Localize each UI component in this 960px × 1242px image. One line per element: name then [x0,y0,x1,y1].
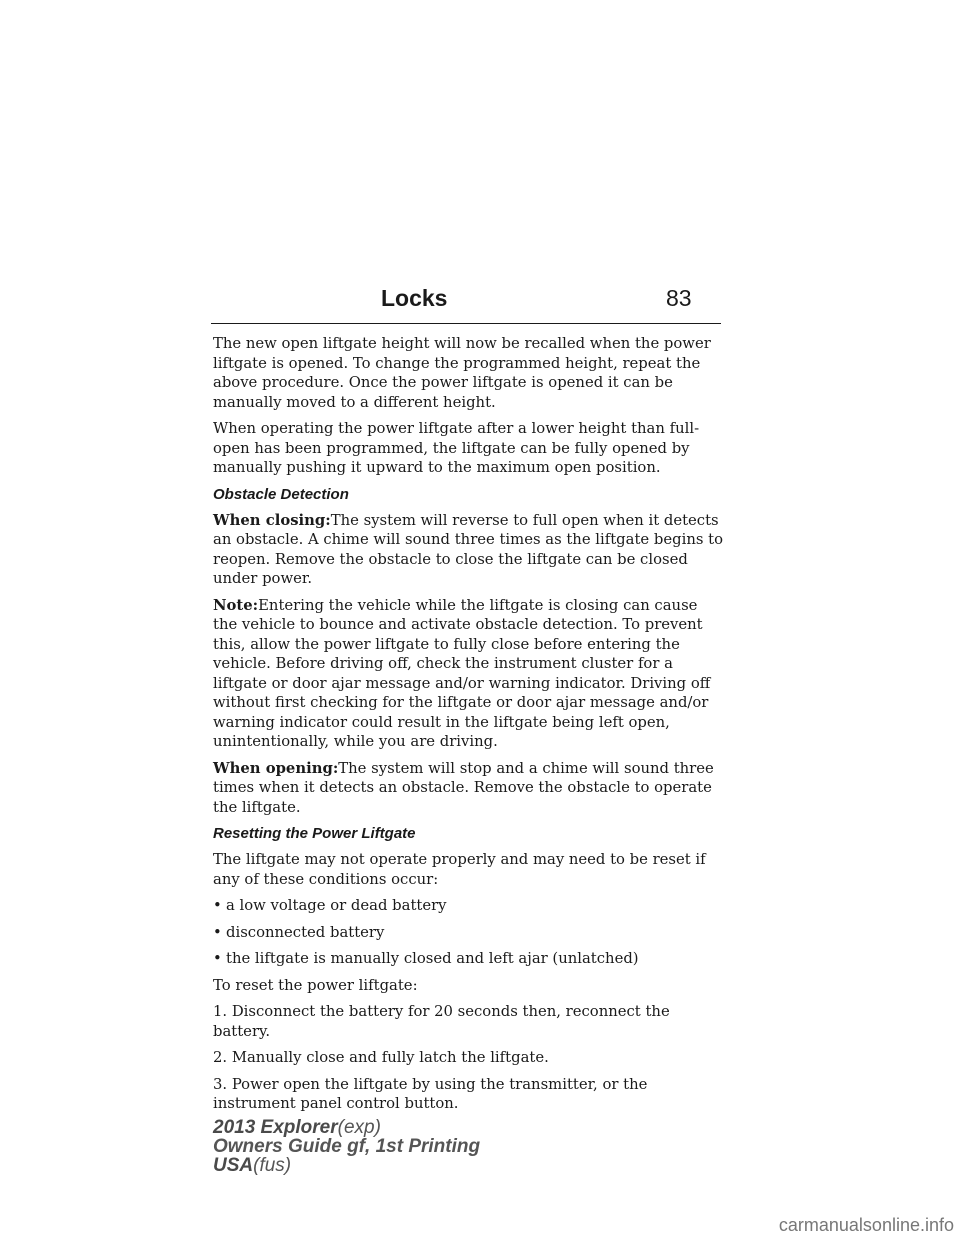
paragraph-when-closing [213,511,725,589]
label-when-opening: When opening: [213,759,339,777]
heading-resetting-liftgate: Resetting the Power Liftgate [213,825,416,842]
page-footer [213,1118,480,1175]
section-title: Locks [381,285,448,311]
paragraph-when-opening [213,759,725,818]
page-content [213,334,725,1121]
bullet-text: the liftgate is manually closed and left ajar (unlatched) [226,950,639,967]
footer-model: 2013 Explorer [213,1117,338,1138]
text-note: Entering the vehicle while the liftgate is closing can cause the vehicle to bounce and activate obstacle detection. To prevent this, allow the power liftgate to fully close before entering the vehicle. Before driving off, check the instrument cluster for a liftgate or door ajar message and/or warning indicator. Driving off without first checking for the liftgate or door ajar message and/or warning indicator could result in the liftgate being left open, unintentionally, while you are driving. [213,596,711,750]
heading-obstacle-detection: Obstacle Detection [213,485,349,503]
paragraph-reset-lead: To reset the power liftgate: [213,976,418,994]
footer-market: USA [213,1155,254,1176]
label-when-closing: When closing: [213,511,331,529]
bullet-text: disconnected battery [226,923,385,941]
footer-market-code: (fus) [253,1155,292,1176]
list-item [213,923,725,943]
bullet-text: a low voltage or dead battery [226,897,447,914]
text-when-opening: The system will stop and a chime will sound three times when it detects an obstacle. Remove the obstacle to operate the liftgate. [213,759,714,816]
page-number: 83 [666,285,692,311]
step-3: 3. Power open the liftgate by using the transmitter, or the instrument panel control button. [213,1075,648,1112]
paragraph-manual-open: When operating the power liftgate after a lower height than full-open has been programmed, the liftgate can be fully opened by manually pushing it upward to the maximum open position. [213,420,700,476]
bullet-mark: • [213,897,222,914]
list-item [213,949,725,969]
bullet-mark: • [213,950,222,967]
page-header [211,285,721,324]
watermark: carmanualsonline.info [778,1215,954,1235]
footer-line-market [213,1156,480,1175]
footer-line-guide: Owners Guide gf, 1st Printing [213,1136,481,1157]
step-2: 2. Manually close and fully latch the liftgate. [213,1049,549,1066]
list-item [213,896,725,916]
paragraph-note [213,596,725,752]
bullet-mark: • [213,923,222,941]
paragraph-reset-intro: The liftgate may not operate properly and may need to be reset if any of these conditions occur: [213,851,706,888]
label-note: Note: [213,596,259,614]
paragraph-height-recall: The new open liftgate height will now be recalled when the power liftgate is opened. To change the programmed height, repeat the above procedure. Once the power liftgate is opened it can be manually moved to a different height. [213,335,711,411]
text-when-closing: The system will reverse to full open when it detects an obstacle. A chime will sound three times as the liftgate begins to reopen. Remove the obstacle to close the liftgate can be closed under power. [213,511,724,587]
footer-line-model [213,1118,480,1137]
step-1: 1. Disconnect the battery for 20 seconds then, reconnect the battery. [213,1003,670,1040]
footer-model-code: (exp) [337,1117,381,1138]
